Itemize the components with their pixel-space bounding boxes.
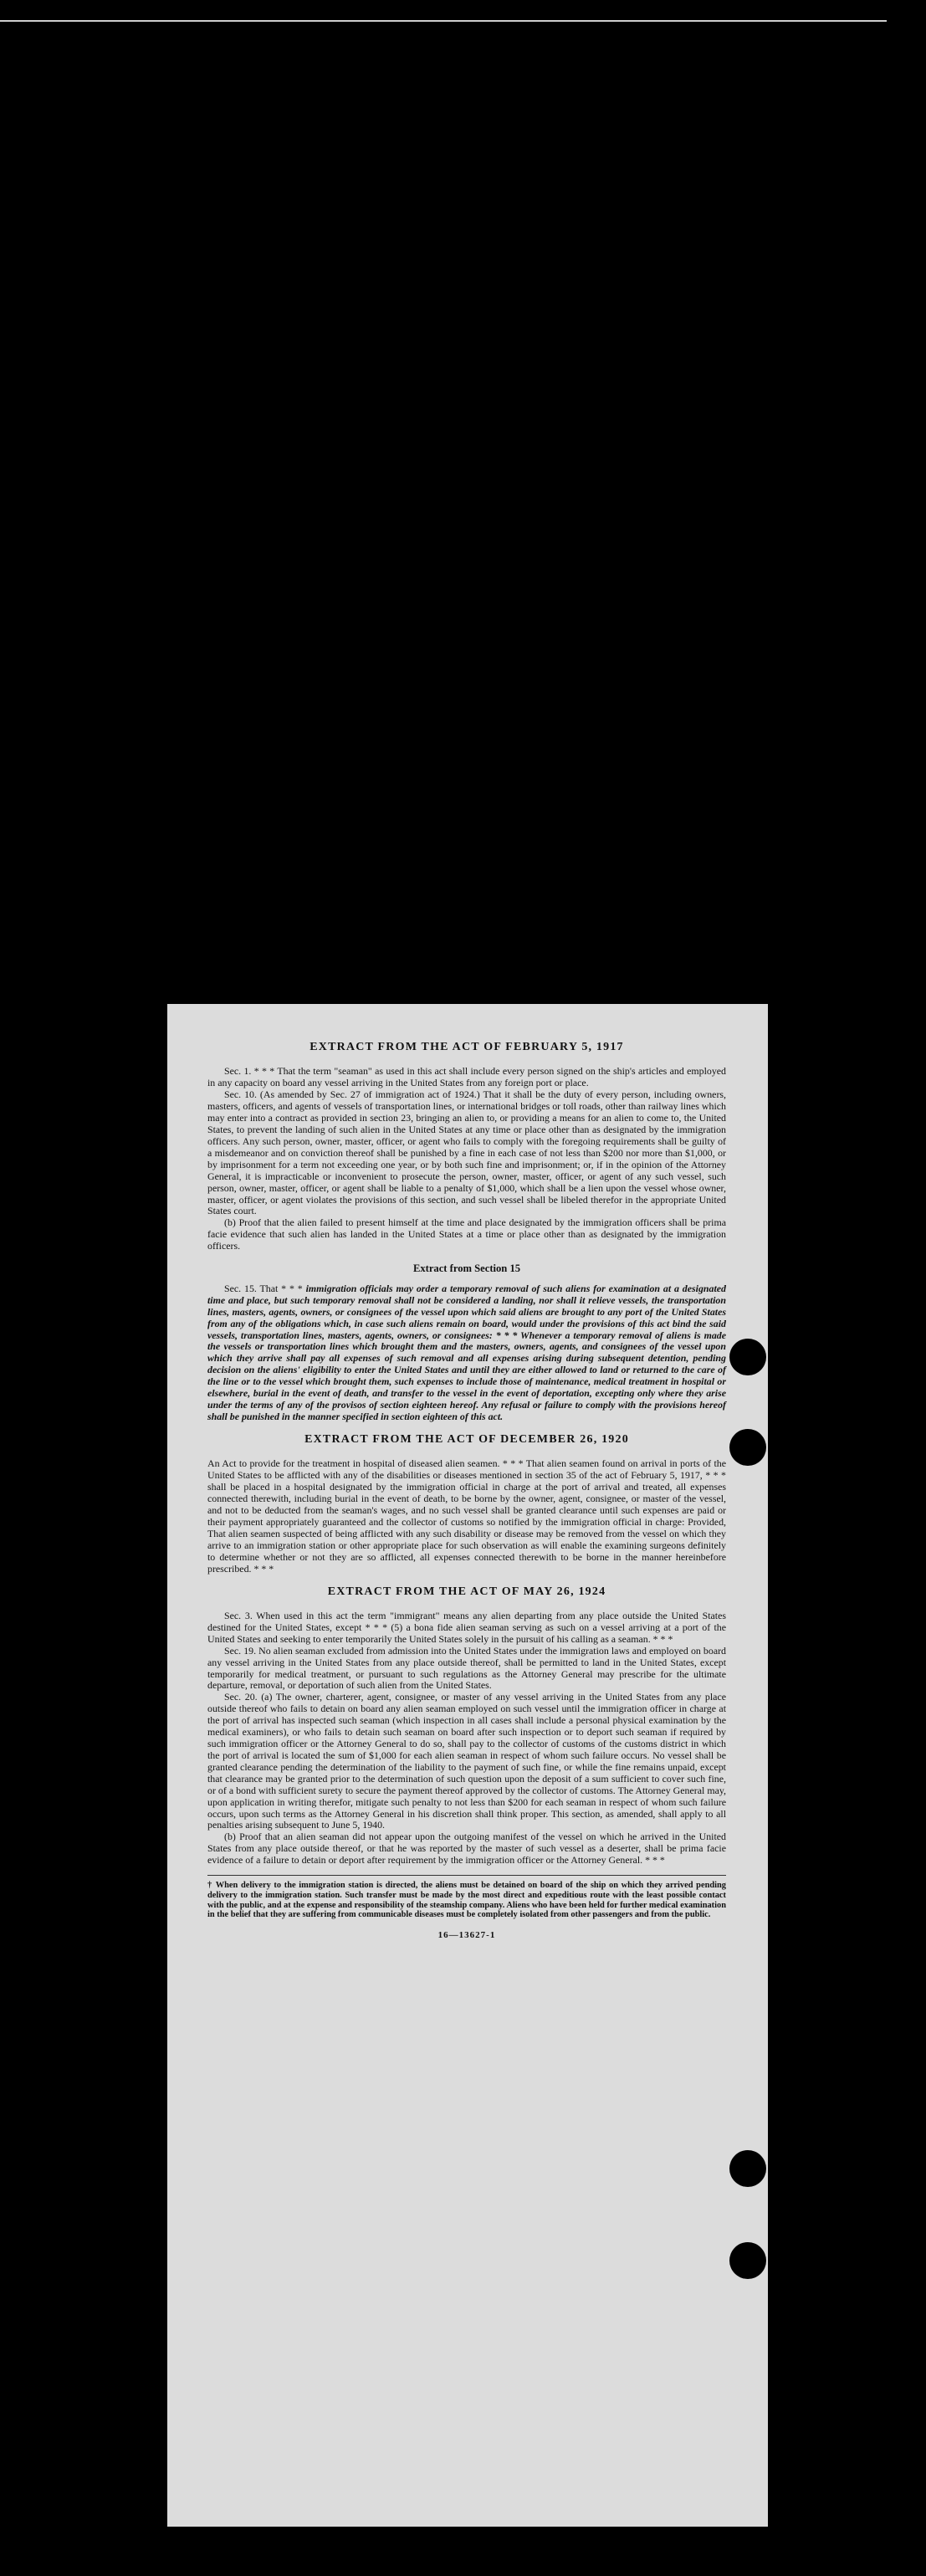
paragraph-sec-10b: (b) Proof that the alien failed to present himself at the time and place designated by the immigration officers shall be prima facie evidence that such alien has landed in the United States at a time or place other than as designated by the immigration officers.: [207, 1216, 726, 1252]
paragraph-sec-15: [207, 1283, 726, 1423]
heading-act-1920: EXTRACT FROM THE ACT OF DECEMBER 26, 1920: [304, 1432, 629, 1446]
paragraph-sec-20a: Sec. 20. (a) The owner, charterer, agent, consignee, or master of any vessel arriving in the United States from any place outside thereof who fails to detain on board any alien seaman employed on such vessel until the immigration officer in charge at the port of arrival has inspected such seaman (which inspection in all cases shall include a personal physical examination by the medical examiners), or who fails to detain such seaman on board after such inspection or to deport such seaman if required by such immigration officer or the Attorney General to do so, shall pay to the collector of customs of the customs district in which the port of arrival is located the sum of $1,000 for each alien seaman in respect of whom such failure occurs. No vessel shall be granted clearance pending the determination of the liability to the payment of such fine, or while the fine remains unpaid, except that clearance may be granted prior to the determination of such question upon the deposit of a sum sufficient to cover such fine, or of a bond with sufficient surety to secure the payment thereof approved by the collector of customs. The Attorney General may, upon application in writing therefor, mitigate such penalty to not less than $200 for each seaman in respect of whom such failure occurs, upon such terms as the Attorney General in his discretion shall think proper. This section, as amended, shall apply to all penalties arising subsequent to June 5, 1940.: [207, 1691, 726, 1831]
paragraph-sec-10: Sec. 10. (As amended by Sec. 27 of immigration act of 1924.) That it shall be the duty of every person, including owners, masters, officers, and agents of vessels of transportation lines, or international bridges or toll roads, other than railway lines which may enter into a contract as provided in section 23, bringing an alien to, or providing a means for an alien to come to, the United States, to prevent the landing of such alien in the United States at any time or place other than as designated by the immigration officers. Any such person, owner, master, officer, or agent who fails to comply with the foregoing requirements shall be guilty of a misdemeanor and on conviction thereof shall be punished by a fine in each case of not less than $200 nor more than $1,000, or by imprisonment for a term not exceeding one year, or by both such fine and imprisonment; or, if in the opinion of the Attorney General, it is impracticable or inconvenient to prosecute the person, owner, master, officer, or agent of any such vessel, such person, owner, master, officer, or agent shall be liable to a penalty of $1,000, which shall be a lien upon the vessel whose owner, master, officer, or agent violates the provisions of this section, and such vessel shall be libeled therefor in the appropriate United States court.: [207, 1088, 726, 1217]
paragraph-sec-20b: (b) Proof that an alien seaman did not appear upon the outgoing manifest of the vessel on which he arrived in the United States from any place outside thereof, or that he was reported by the master of such vessel as a deserter, shall be prima facie evidence of a failure to detain or deport after requirement by the immigration officer or the Attorney General. * * *: [207, 1831, 726, 1867]
punch-hole-2: [729, 1429, 766, 1466]
top-border-line: [0, 20, 887, 22]
heading-act-1917: EXTRACT FROM THE ACT OF FEBRUARY 5, 1917: [310, 1041, 624, 1053]
punch-hole-3: [729, 2150, 766, 2187]
heading-section-15: Extract from Section 15: [412, 1262, 521, 1275]
paragraph-act-1920: An Act to provide for the treatment in hospital of diseased alien seamen. * * * That alien seamen found on arrival in ports of the United States to be afflicted with any of the disabilities or diseases mentioned in section 35 of the act of February 5, 1917, * * * shall be placed in a hospital designated by the immigration official in charge at the port of arrival and treated, all expenses connected therewith, including burial in the event of death, to be borne by the owner, agent, consignee, or master of the vessel, and not to be deducted from the seaman's wages, and no such vessel shall be granted clearance until such expenses are paid or their payment appropriately guaranteed and the collector of customs so notified by the immigration official in charge: Provided, That alien seamen suspected of being afflicted with any such disability or disease may be removed from the vessel on which they arrive to an immigration station or other appropriate place for such observation as will enable the examining surgeons definitely to determine whether or not they are so afflicted, all expenses connected therewith to be borne in the manner hereinbefore prescribed. * * *: [207, 1457, 726, 1575]
punch-hole-4: [729, 2242, 766, 2279]
punch-hole-1: [729, 1339, 766, 1375]
heading-act-1924: EXTRACT FROM THE ACT OF MAY 26, 1924: [327, 1585, 606, 1598]
footnote: † When delivery to the immigration station is directed, the aliens must be detained on board of the ship on which they arrived pending delivery to the immigration station. Such transfer must be made by the most direct and expeditious route with the least possible contact with the public, and at the expense and responsibility of the steamship company. Aliens who have been held for further medical examination in the belief that they are suffering from communicable diseases must be completely isolated from other passengers and from the public.: [207, 1881, 726, 1920]
paragraph-sec-1: Sec. 1. * * * That the term "seaman" as used in this act shall include every person signed on the ship's articles and employed in any capacity on board any vessel arriving in the United States from any foreign port or place.: [207, 1065, 726, 1089]
paragraph-sec-19: Sec. 19. No alien seaman excluded from admission into the United States under the immigration laws and employed on board any vessel arriving in the United States from any place outside thereof, shall be permitted to land in the United States, except temporarily for medical treatment, or pursuant to such regulations as the Attorney General may prescribe for the ultimate departure, removal, or deportation of such alien from the United States.: [207, 1644, 726, 1692]
footnote-divider: [207, 1875, 726, 1876]
sec-15-lead: Sec. 15. That * * *: [224, 1282, 306, 1294]
paragraph-sec-3: Sec. 3. When used in this act the term "immigrant" means any alien departing from any place outside the United States destined for the United States, except * * * (5) a bona fide alien seaman serving as such on a vessel arriving at a port of the United States and seeking to enter temporarily the United States solely in the pursuit of his calling as a seaman. * * *: [207, 1609, 726, 1645]
document-page: [167, 1004, 768, 2527]
document-number: 16—13627-1: [437, 1930, 496, 1941]
sec-15-italic-text: immigration officials may order a temporary removal of such aliens for examination at a designated time and place, but such temporary removal shall not be considered a landing, nor shall it relieve vessels, the transportation lines, masters, agents, owners, or consignees of the vessel upon which said aliens are brought to any port of the United States from any of the obligations which, in case such aliens remain on board, would under the provisions of this act bind the said vessels, transportation lines, masters, agents, owners, or consignees: * * * Whenever a temporary removal of aliens is made the vessels or transportation lines which brought them and the masters, owners, agents, and consignees of the vessel upon which they arrive shall pay all expenses of such removal and all expenses arising during subsequent detention, pending decision on the aliens' eligibility to enter the United States and until they are either allowed to land or returned to the care of the line or to the vessel which brought them, such expenses to include those of maintenance, medical treatment in hospital or elsewhere, burial in the event of death, and transfer to the vessel in the event of deportation, excepting only where they arise under the terms of any of the provisos of section eighteen hereof. Any refusal or failure to comply with the provisions hereof shall be punished in the manner specified in section eighteen of this act.: [207, 1282, 726, 1422]
